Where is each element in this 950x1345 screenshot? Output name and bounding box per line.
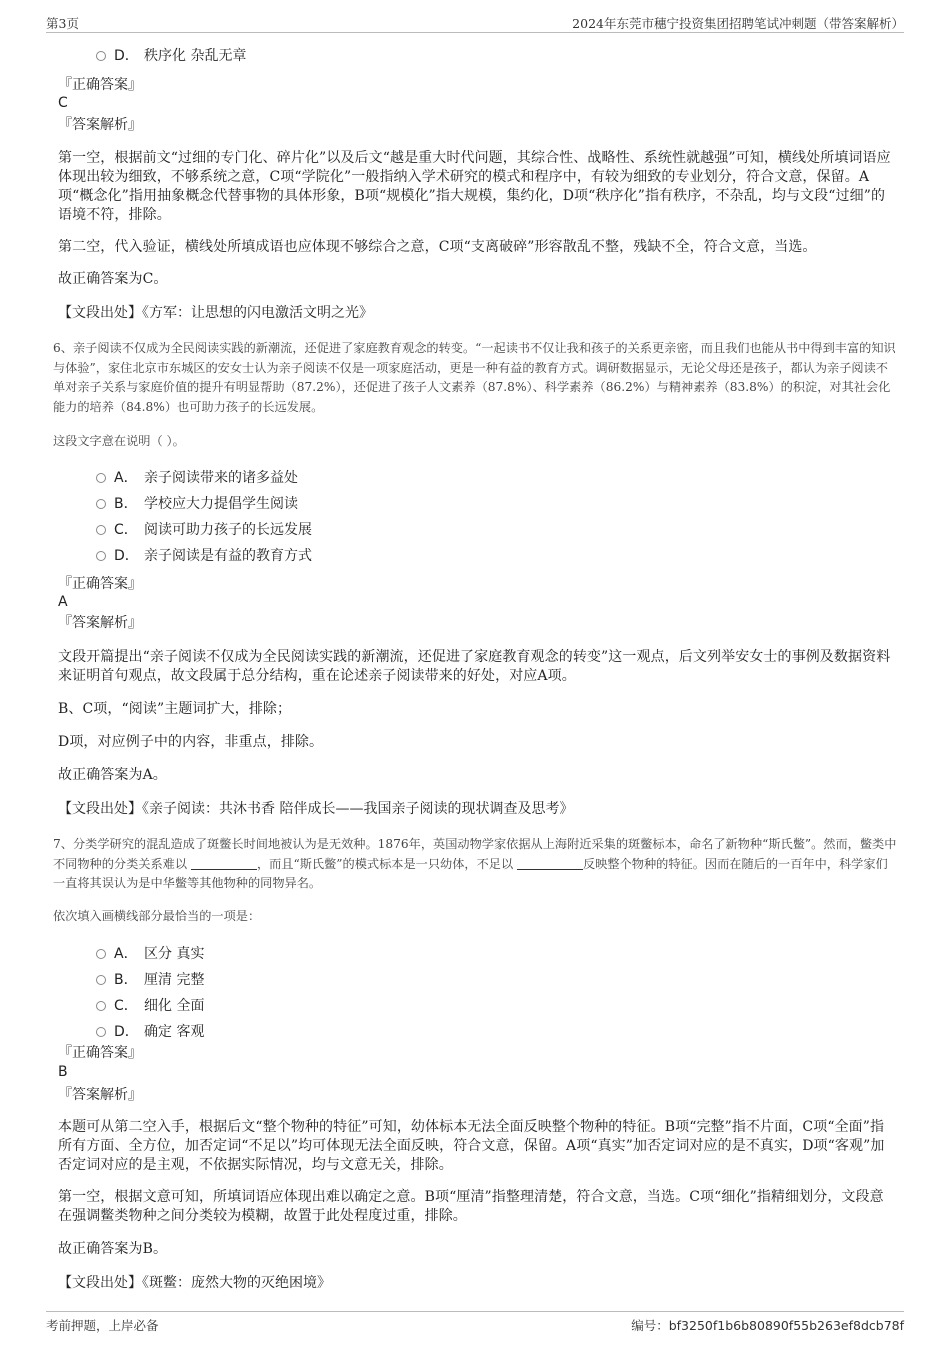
q7-option-a[interactable]: A． 区分 真实 xyxy=(96,944,204,964)
footer-slogan: 考前押题，上岸必备 xyxy=(46,1318,159,1333)
q6-analysis-p3: D项，对应例子中的内容，非重点，排除。 xyxy=(58,734,324,750)
page-number: 第3页 xyxy=(46,16,79,31)
q7-option-b[interactable]: B． 厘清 完整 xyxy=(96,970,204,990)
page-footer xyxy=(46,1311,904,1334)
q6-option-d[interactable]: D． 亲子阅读是有益的教育方式 xyxy=(96,546,312,566)
q5-analysis-label: 『答案解析』 xyxy=(58,117,142,133)
q7-question: 依次填入画横线部分最恰当的一项是： xyxy=(53,909,261,923)
q7-source: 【文段出处】《斑鳖：庞然大物的灭绝困境》 xyxy=(58,1275,331,1291)
q5-analysis-p1: 第一空，根据前文“过细的专门化、碎片化”以及后文“越是重大时代问题，其综合性、战略性、系统性就越强”可知，横线处所填词语应体现出较为细致，不够系统之意，C项“学院化”一般指纳入学术研究的模式和程序中，有较为细致的专业划分，符合文意，保留。A项“概念化”指用抽象概念代替事物的具体形象，B项“规模化”指大规模，集约化，D项“秩序化”指有秩序，不杂乱，均与文段“过细”的语境不符，排除。 xyxy=(58,150,891,223)
q7-analysis-label: 『答案解析』 xyxy=(58,1087,142,1103)
radio-icon[interactable] xyxy=(96,51,106,61)
q7-analysis-p3: 故正确答案为B。 xyxy=(58,1241,168,1257)
q5-answer: C xyxy=(58,95,68,111)
q6-option-c[interactable]: C． 阅读可助力孩子的长远发展 xyxy=(96,520,312,540)
document-title: 2024年东莞市穗宁投资集团招聘笔试冲刺题（带答案解析） xyxy=(572,16,904,31)
blank-2 xyxy=(517,857,583,870)
q5-answer-label: 『正确答案』 xyxy=(58,77,142,93)
radio-icon[interactable] xyxy=(96,473,106,483)
document-code: 编号：bf3250f1b6b80890f55b263ef8dcb78f xyxy=(631,1318,904,1333)
q7-option-d[interactable]: D． 确定 客观 xyxy=(96,1022,204,1042)
q6-option-b[interactable]: B． 学校应大力提倡学生阅读 xyxy=(96,494,298,514)
q7-answer-label: 『正确答案』 xyxy=(58,1045,142,1061)
q6-question: 这段文字意在说明（ ）。 xyxy=(53,434,185,448)
q7-analysis-p2: 第一空，根据文意可知，所填词语应体现出难以确定之意。B项“厘清”指整理清楚，符合文意，当选。C项“细化”指精细划分，文段意在强调鳖类物种之间分类较为模糊，故置于此处程度过重，排除。 xyxy=(58,1189,884,1224)
radio-icon[interactable] xyxy=(96,949,106,959)
radio-icon[interactable] xyxy=(96,975,106,985)
page-header xyxy=(46,12,904,33)
q5-analysis-p2: 第二空，代入验证，横线处所填成语也应体现不够综合之意，C项“支离破碎”形容散乱不整，残缺不全，符合文意，当选。 xyxy=(58,239,817,255)
radio-icon[interactable] xyxy=(96,1027,106,1037)
q6-analysis-p4: 故正确答案为A。 xyxy=(58,767,167,783)
radio-icon[interactable] xyxy=(96,499,106,509)
q6-stem: 6、亲子阅读不仅成为全民阅读实践的新潮流，还促进了家庭教育观念的转变。“一起读书不仅让我和孩子的关系更亲密，而且我们也能从书中得到丰富的知识与体验”，家住北京市东城区的安女士认为亲子阅读不仅是一项家庭活动，更是一种有益的教育方式。调研数据显示，无论父母还是孩子，都认为亲子阅读不单对亲子关系与家庭价值的提升有明显帮助（87.2%），还促进了孩子人文素养（87.8%）、科学素养（86.2%）与精神素养（83.8%）的积淀，对其社会化能力的培养（84.8%）也可助力孩子的长远发展。 xyxy=(53,341,896,414)
q7-answer: B xyxy=(58,1064,68,1080)
q5-option-d[interactable]: D． 秩序化 杂乱无章 xyxy=(96,46,246,66)
q6-answer-label: 『正确答案』 xyxy=(58,576,142,592)
q7-stem: 7、分类学研究的混乱造成了斑鳖长时间地被认为是无效种。1876年，英国动物学家依据从上海附近采集的斑鳖标本，命名了新物种“斯氏鳖”。然而，鳖类中不同物种的分类关系难以 ，而且“斯氏鳖”的模式标本是一只幼体，不足以 反映整个物种的特征。因而在随后的一百年中，科学家们一直将其误认为是中华鳖等其他物种的同物异名。 xyxy=(53,837,897,890)
radio-icon[interactable] xyxy=(96,525,106,535)
q6-option-a[interactable]: A． 亲子阅读带来的诸多益处 xyxy=(96,468,298,488)
q7-analysis-p1: 本题可从第二空入手，根据后文“整个物种的特征”可知，幼体标本无法全面反映整个物种的特征。B项“完整”指不片面，C项“全面”指所有方面、全方位，加否定词“不足以”均可体现无法全面反映，符合文意，保留。A项“真实”加否定词对应的是不真实，D项“客观”加否定词对应的是主观，不依据实际情况，均与文意无关，排除。 xyxy=(58,1119,885,1173)
q6-analysis-p1: 文段开篇提出“亲子阅读不仅成为全民阅读实践的新潮流，还促进了家庭教育观念的转变”这一观点，后文列举安女士的事例及数据资料来证明首句观点，故文段属于总分结构，重在论述亲子阅读带来的好处，对应A项。 xyxy=(58,649,891,684)
radio-icon[interactable] xyxy=(96,1001,106,1011)
q6-answer: A xyxy=(58,594,68,610)
q5-analysis-p3: 故正确答案为C。 xyxy=(58,271,168,287)
blank-1 xyxy=(191,857,257,870)
q6-source: 【文段出处】《亲子阅读：共沐书香 陪伴成长——我国亲子阅读的现状调查及思考》 xyxy=(58,801,574,817)
q5-source: 【文段出处】《方军：让思想的闪电激活文明之光》 xyxy=(58,305,373,321)
radio-icon[interactable] xyxy=(96,551,106,561)
q7-option-c[interactable]: C． 细化 全面 xyxy=(96,996,204,1016)
q6-analysis-p2: B、C项，“阅读”主题词扩大，排除； xyxy=(58,701,292,717)
q6-analysis-label: 『答案解析』 xyxy=(58,615,142,631)
